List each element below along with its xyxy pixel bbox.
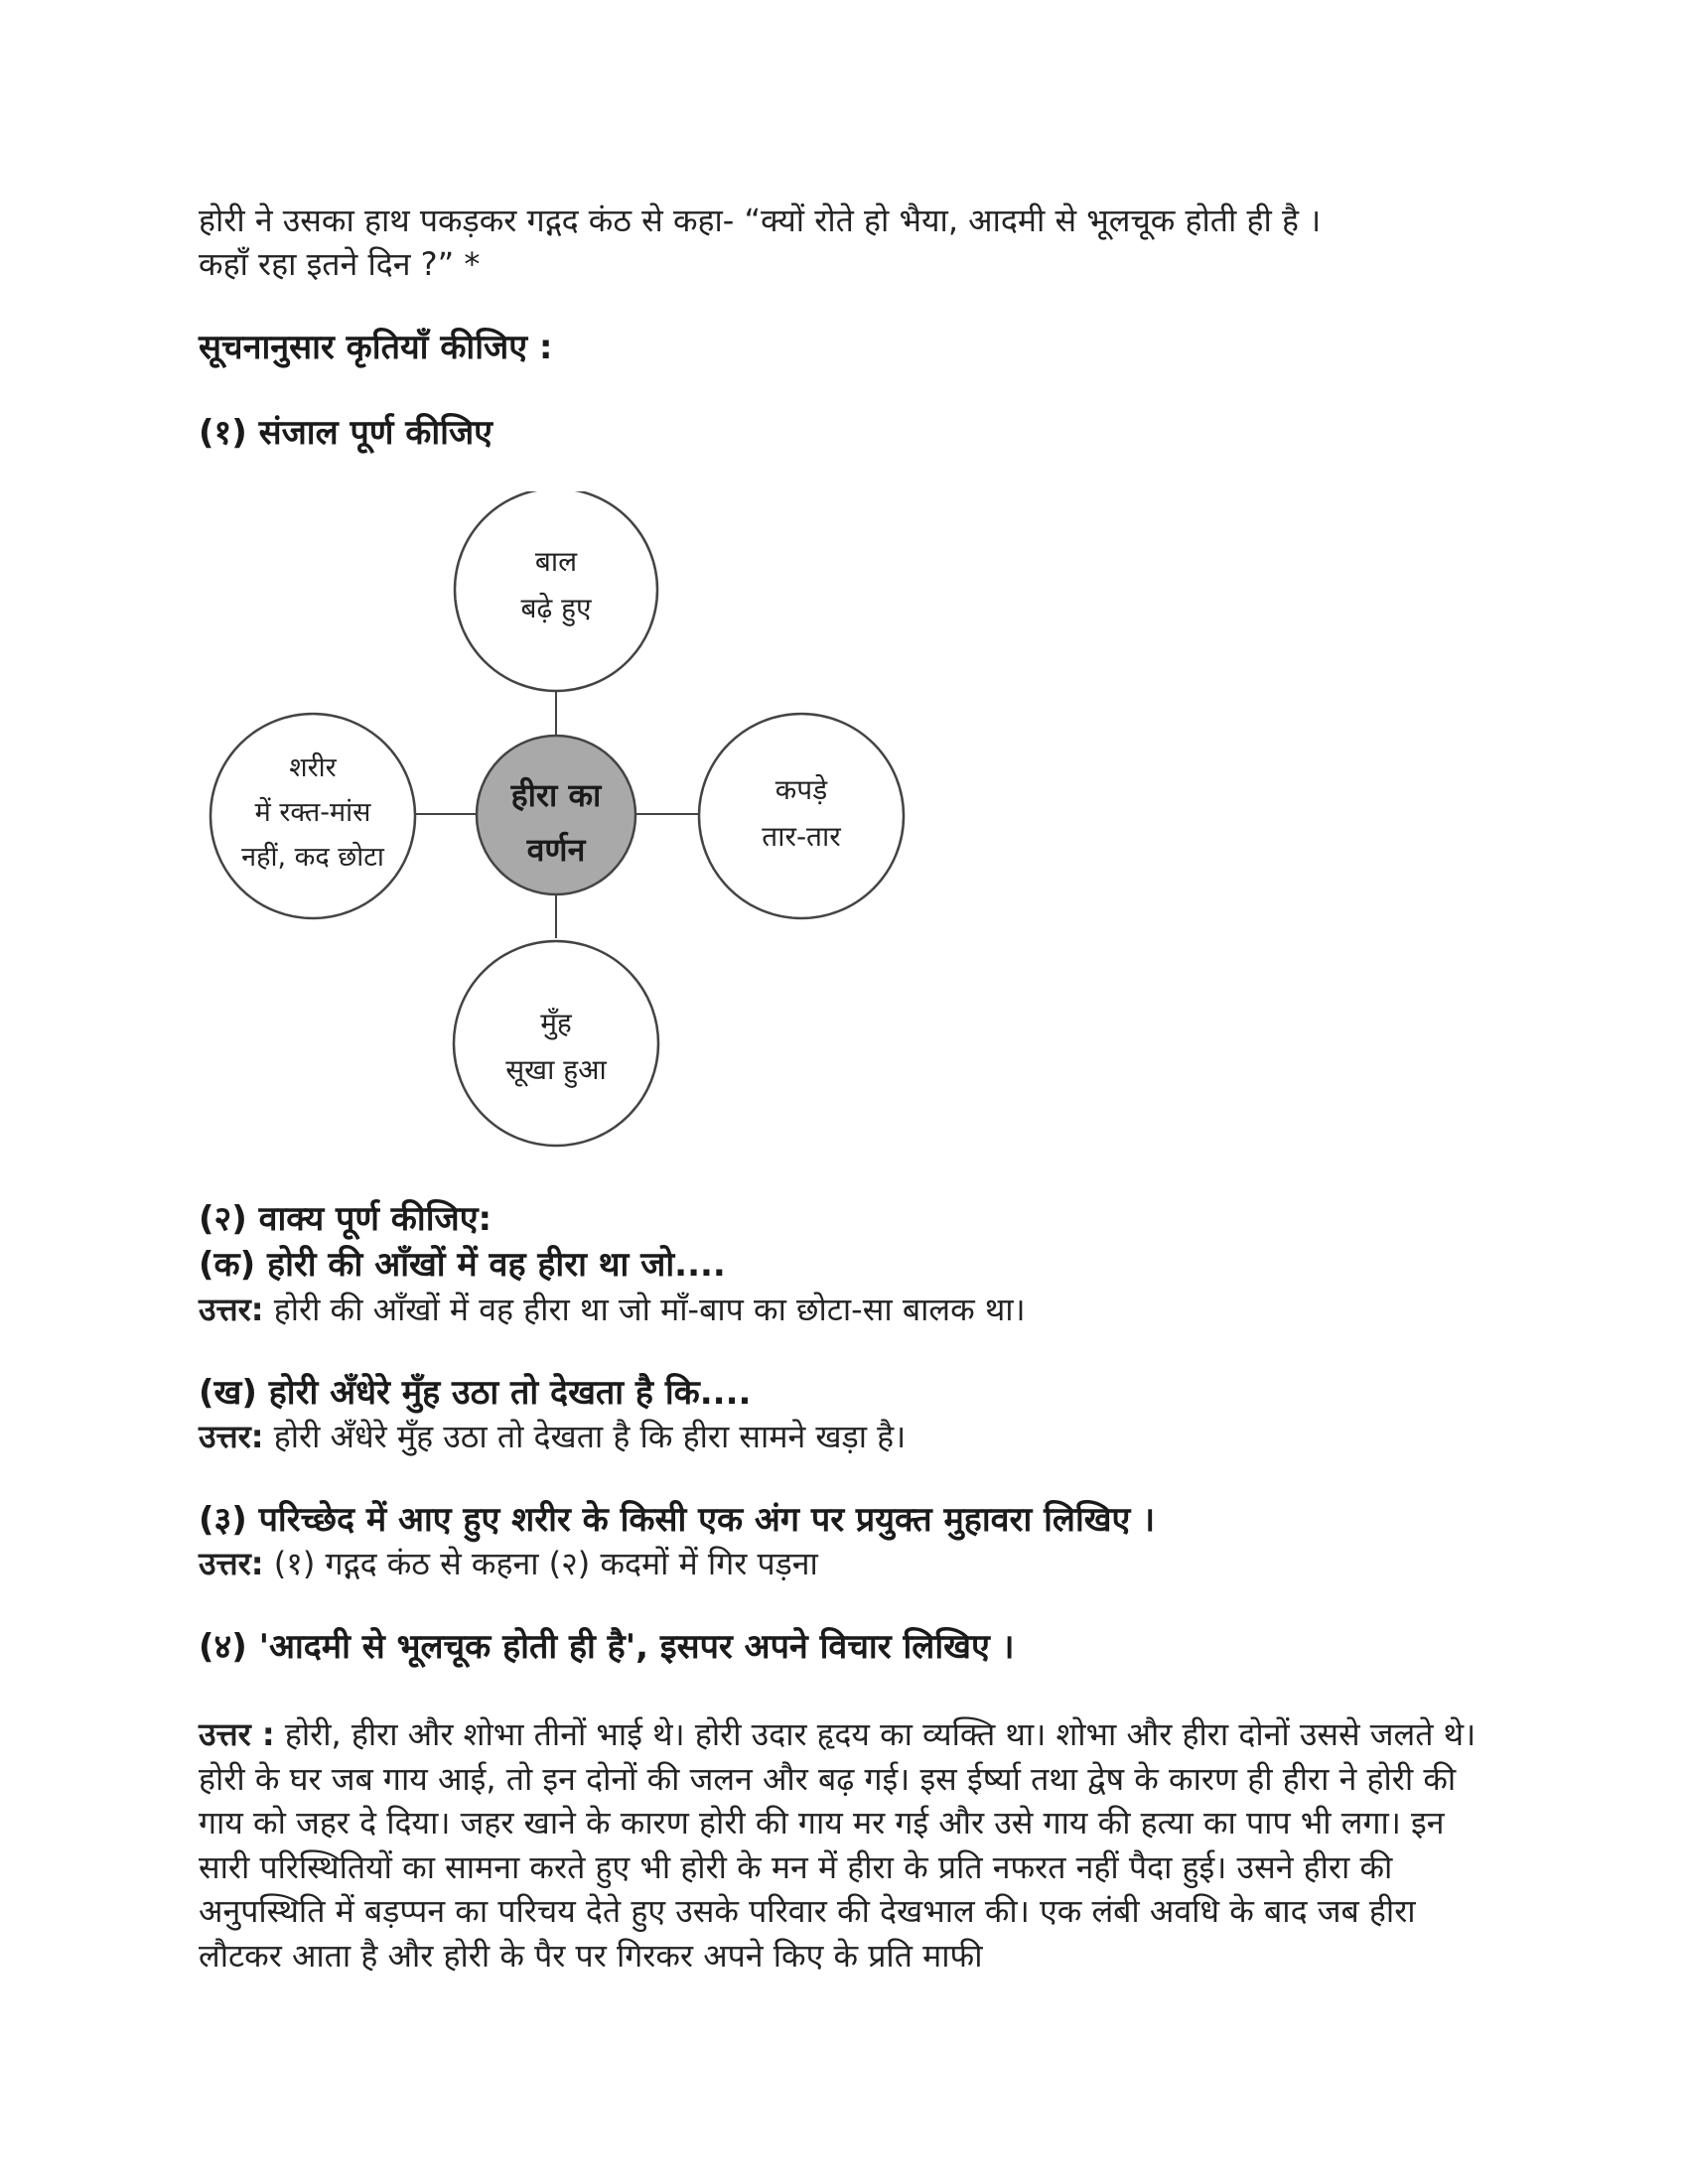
q3-answer-line (199, 1542, 1489, 1585)
node-bottom (454, 941, 658, 1146)
answer-label: उत्तर: (199, 1291, 264, 1328)
q4-answer-paragraph (199, 1712, 1499, 1978)
answer-label: उत्तर: (199, 1545, 264, 1582)
node-center-line-1: हीरा का (510, 776, 602, 814)
node-top-line-2: बढ़े हुए (520, 592, 592, 624)
q3-answer: (१) गद्गद कंठ से कहना (२) कदमों में गिर पड़ना (263, 1545, 818, 1582)
node-left (211, 714, 415, 918)
q2-b-answer: होरी अँधेरे मुँह उठा तो देखता है कि हीरा सामने खड़ा है। (263, 1418, 907, 1455)
q4-heading: (४) 'आदमी से भूलचूक होती ही है', इसपर अपने विचार लिखिए । (199, 1627, 1015, 1667)
node-top (455, 491, 657, 691)
web-diagram (199, 491, 933, 1166)
node-right (699, 714, 904, 918)
q2-b-answer-line (199, 1415, 1489, 1458)
q4-answer: होरी, हीरा और शोभा तीनों भाई थे। होरी उदार हृदय का व्यक्ति था। शोभा और हीरा दोनों उससे जलते थे। होरी के घर जब गाय आई, तो इन दोनों की जलन और बढ़ गई। इस ईर्ष्या तथा द्वेष के कारण ही हीरा ने होरी की गाय को जहर दे दिया। जहर खाने के कारण होरी की गाय मर गई और उसे गाय की हत्या का पाप भी लगा। इन सारी परिस्थितियों का सामना करते हुए भी होरी के मन में हीरा के प्रति नफरत नहीं पैदा हुई। उसने हीरा की अनुपस्थिति में बड़प्पन का परिचय देते हुए उसके परिवार की देखभाल की। एक लंबी अवधि के बाद जब हीरा लौटकर आता है और होरी के पैर पर गिरकर अपने किए के प्रति माफी (199, 1715, 1477, 1975)
intro-line-2: कहाँ रहा इतने दिन ?” * (199, 245, 481, 283)
node-top-line-1: बाल (534, 545, 578, 578)
q2-a-answer-line (199, 1288, 1489, 1331)
node-bottom-line-2: सूखा हुआ (505, 1053, 607, 1086)
node-right-line-1: कपड़े (774, 773, 828, 806)
node-left-line-1: शरीर (289, 752, 337, 783)
q2-heading: (२) वाक्य पूर्ण कीजिए: (199, 1199, 492, 1239)
q2-a-answer: होरी की आँखों में वह हीरा था जो माँ-बाप का छोटा-सा बालक था। (263, 1291, 1026, 1328)
q2-b-question: (ख) होरी अँधेरे मुँह उठा तो देखता है कि.... (199, 1373, 752, 1413)
intro-line-1: होरी ने उसका हाथ पकड़कर गद्गद कंठ से कहा- “क्यों रोते हो भैया, आदमी से भूलचूक होती ही है । (199, 202, 1322, 239)
q1-heading: (१) संजाल पूर्ण कीजिए (199, 413, 492, 453)
node-right-line-2: तार-तार (762, 820, 841, 853)
instruction-heading: सूचनानुसार कृतियाँ कीजिए : (199, 328, 553, 367)
q3-heading: (३) परिच्छेद में आए हुए शरीर के किसी एक अंग पर प्रयुक्त मुहावरा लिखिए । (199, 1500, 1156, 1540)
node-bottom-line-1: मुँह (540, 1007, 572, 1039)
answer-label: उत्तर: (199, 1418, 264, 1455)
node-center-line-2: वर्णन (526, 831, 586, 869)
node-left-line-2: में रक्त-मांस (254, 797, 371, 828)
answer-label: उत्तर : (199, 1715, 275, 1753)
node-left-line-3: नहीं, कद छोटा (241, 842, 384, 873)
q2-a-question: (क) होरी की आँखों में वह हीरा था जो.... (199, 1245, 726, 1285)
node-center (477, 736, 635, 894)
